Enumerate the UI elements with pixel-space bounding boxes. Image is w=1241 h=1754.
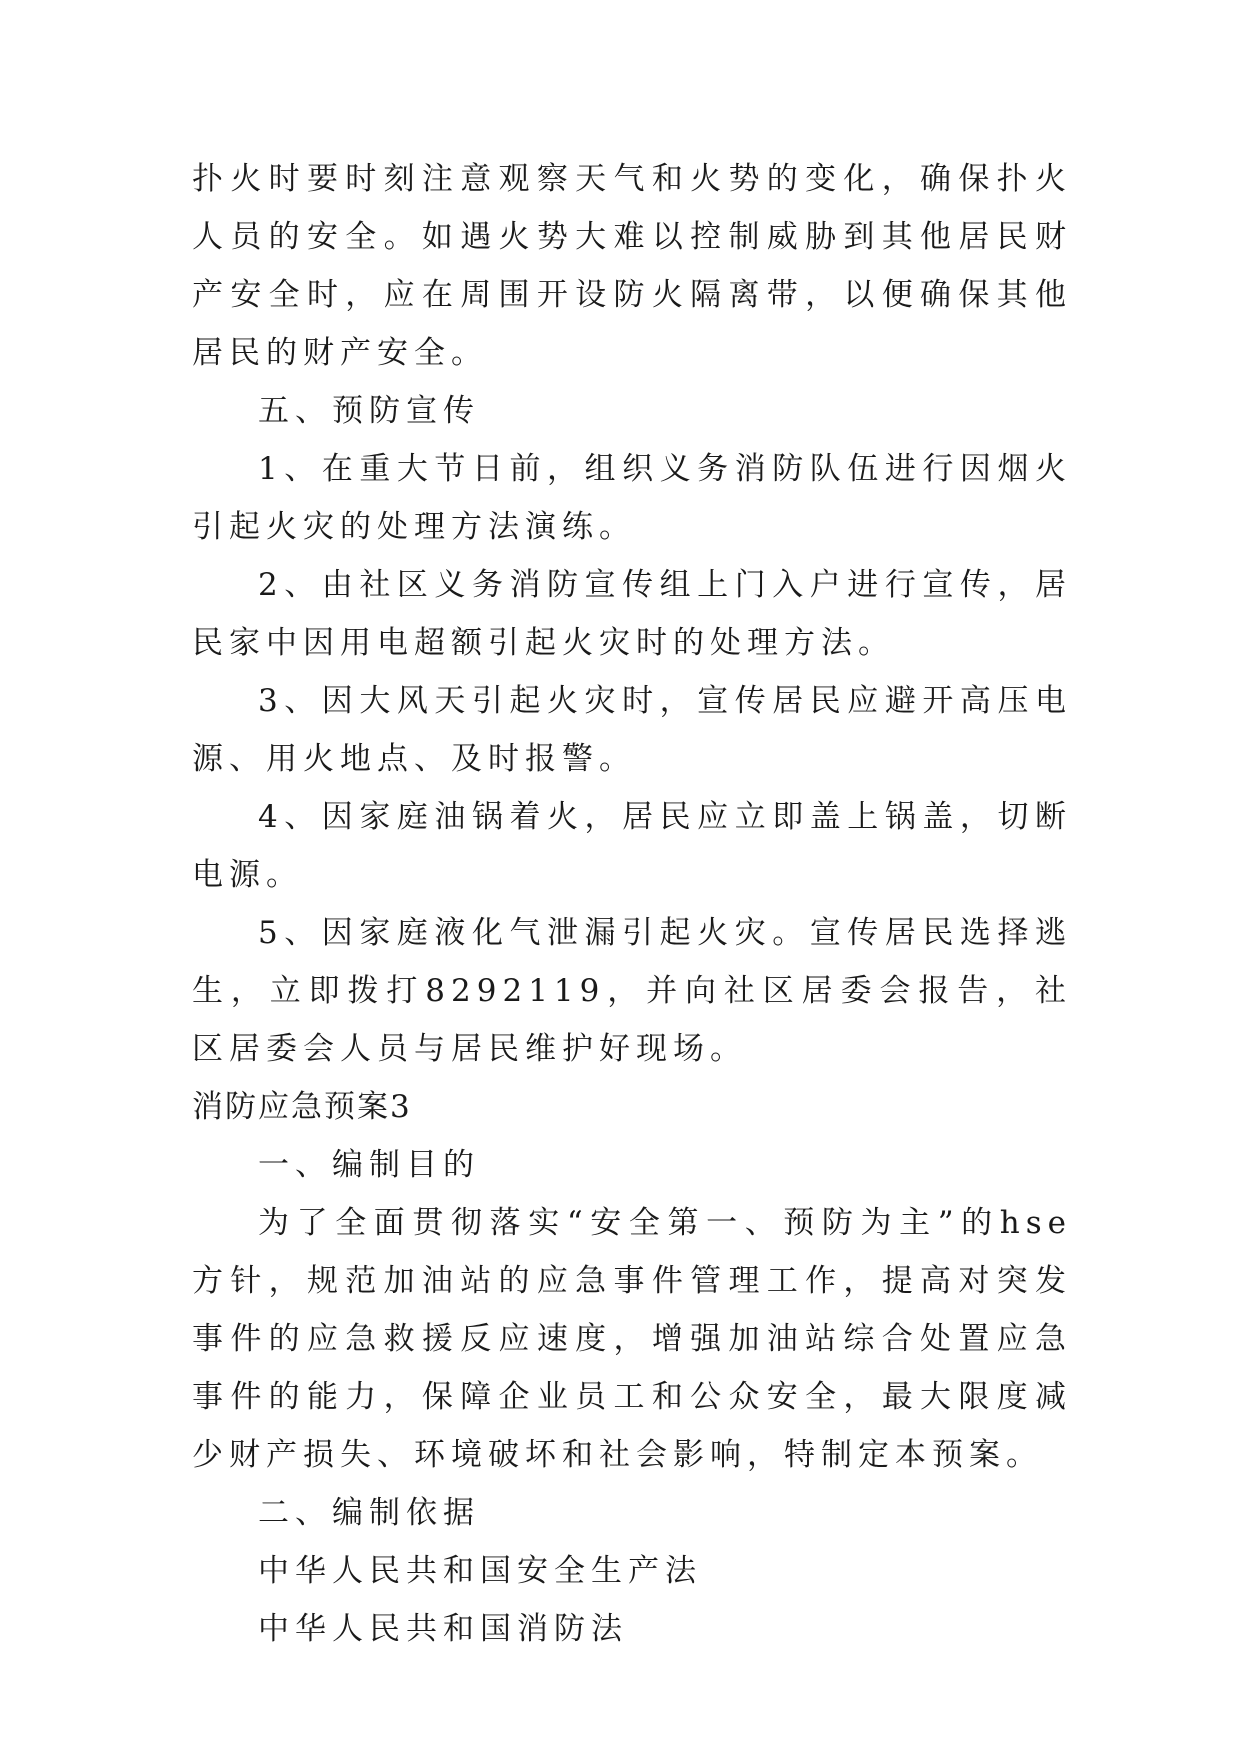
heading-purpose: 一、编制目的 bbox=[258, 1147, 480, 1183]
paragraph-item-3: 3、因大风天引起火灾时，宣传居民应避开高压电源、用火地点、及时报警。 bbox=[192, 683, 1072, 777]
basis-law-fire-protection: 中华人民共和国消防法 bbox=[258, 1611, 628, 1647]
paragraph-fire-safety: 扑火时要时刻注意观察天气和火势的变化，确保扑火人员的安全。如遇火势大难以控制威胁到其他居民财产安全时，应在周围开设防火隔离带，以便确保其他居民的财产安全。 bbox=[192, 161, 1072, 371]
heading-basis: 二、编制依据 bbox=[258, 1495, 480, 1531]
paragraph-item-2: 2、由社区义务消防宣传组上门入户进行宣传，居民家中因用电超额引起火灾时的处理方法。 bbox=[192, 567, 1072, 661]
paragraph-item-5: 5、因家庭液化气泄漏引起火灾。宣传居民选择逃生，立即拨打8292119，并向社区居委会报告，社区居委会人员与居民维护好现场。 bbox=[192, 915, 1072, 1067]
paragraph-purpose: 为了全面贯彻落实“安全第一、预防为主”的hse方针，规范加油站的应急事件管理工作，提高对突发事件的应急救援反应速度，增强加油站综合处置应急事件的能力，保障企业员工和公众安全，最大限度减少财产损失、环境破坏和社会影响，特制定本预案。 bbox=[192, 1205, 1072, 1473]
paragraph-item-4: 4、因家庭油锅着火，居民应立即盖上锅盖，切断电源。 bbox=[192, 799, 1072, 893]
section-title: 消防应急预案3 bbox=[192, 1089, 412, 1125]
paragraph-item-1: 1、在重大节日前，组织义务消防队伍进行因烟火引起火灾的处理方法演练。 bbox=[192, 451, 1072, 545]
basis-law-safety-production: 中华人民共和国安全生产法 bbox=[258, 1553, 702, 1589]
heading-prevention-publicity: 五、预防宣传 bbox=[258, 393, 480, 429]
document-body bbox=[192, 150, 1072, 1658]
